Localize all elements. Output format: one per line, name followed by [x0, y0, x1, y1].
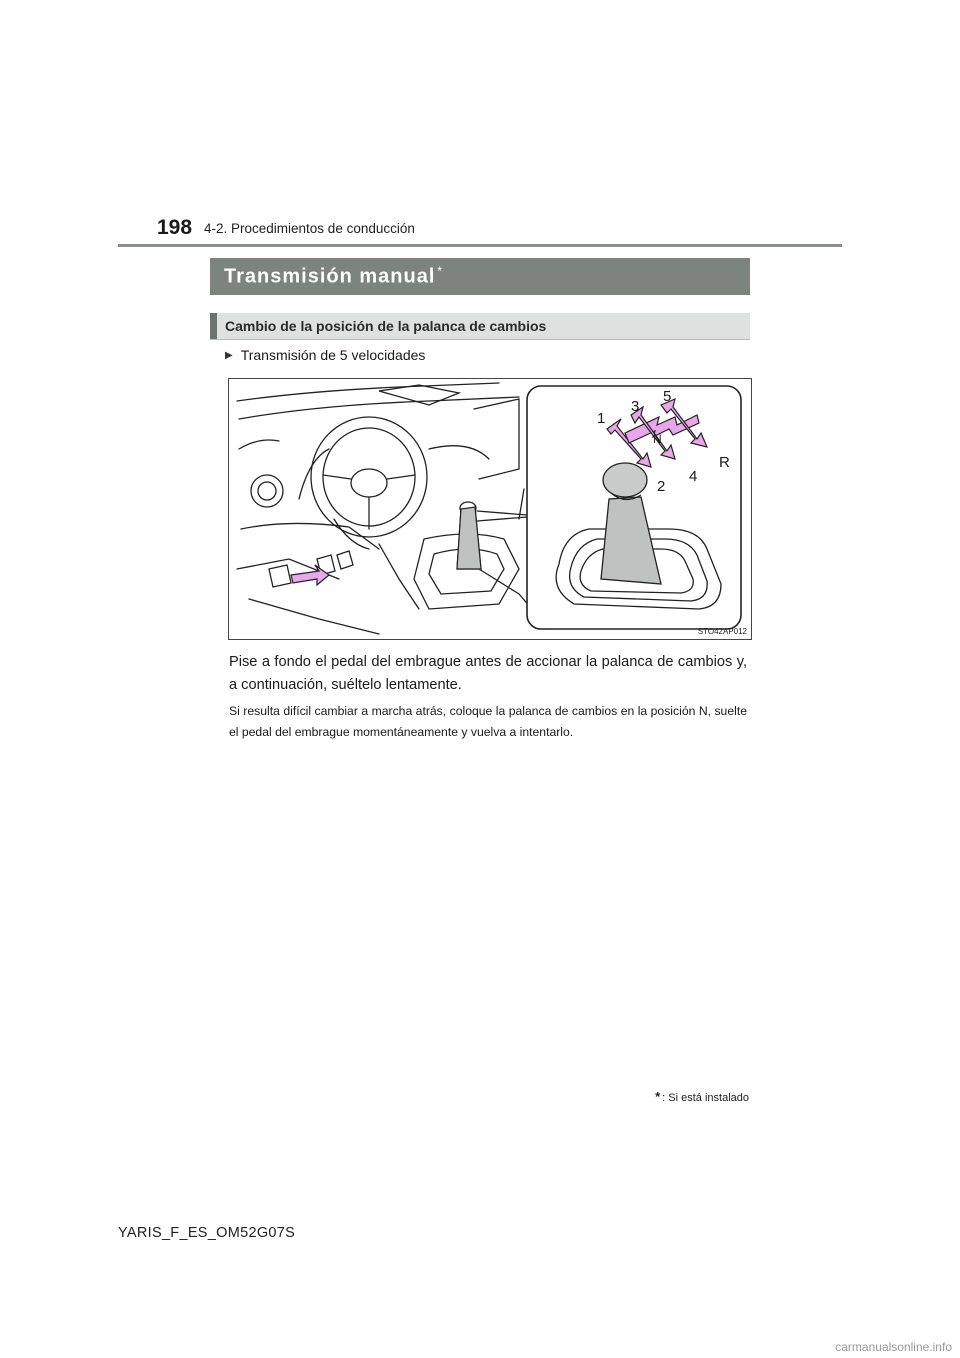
- document-code: YARIS_F_ES_OM52G07S: [118, 1225, 296, 1241]
- page-number: 198: [157, 216, 193, 239]
- header-divider: [118, 244, 842, 247]
- section-label: 4-2. Procedimientos de conducción: [204, 221, 415, 236]
- bullet-text: Transmisión de 5 velocidades: [240, 347, 426, 363]
- triangle-bullet-icon: ▶: [225, 349, 233, 361]
- note-paragraph: Si resulta difícil cambiar a marcha atrás, coloque la palanca de cambios en la posición N, suelte el pedal del embrague momentáneamente y vuelva a intentarlo.: [229, 704, 747, 739]
- title-bar: [210, 258, 750, 295]
- watermark: carmanualsonline.info: [835, 1340, 952, 1354]
- title-text: Transmisión manual: [224, 265, 436, 288]
- gear-label-1: 1: [597, 410, 606, 427]
- gear-label-n: N: [653, 432, 662, 446]
- subtitle-bar: [210, 313, 750, 340]
- footnote-text: : Si está instalado: [662, 1092, 749, 1104]
- title-marker: *: [437, 264, 444, 279]
- subtitle-text: Cambio de la posición de la palanca de cambios: [225, 318, 547, 334]
- gear-label-5: 5: [663, 388, 672, 405]
- gear-label-2: 2: [657, 478, 666, 495]
- asterisk-icon: *: [655, 1089, 661, 1104]
- gear-label-4: 4: [689, 468, 698, 485]
- page-title: [224, 264, 443, 289]
- figure-code: STO42AP012: [697, 627, 747, 636]
- bullet-item: [225, 347, 425, 363]
- footnote: [655, 1089, 749, 1104]
- subtitle-accent: [210, 313, 217, 339]
- main-paragraph: Pise a fondo el pedal del embrague antes de accionar la palanca de cambios y, a continuación, suéltelo lentamente.: [229, 654, 747, 693]
- gear-label-r: R: [719, 454, 730, 471]
- car-interior-drawing: [229, 379, 751, 639]
- gear-knob: [603, 463, 647, 497]
- gear-label-3: 3: [631, 398, 640, 415]
- gearshift-illustration: [228, 378, 752, 640]
